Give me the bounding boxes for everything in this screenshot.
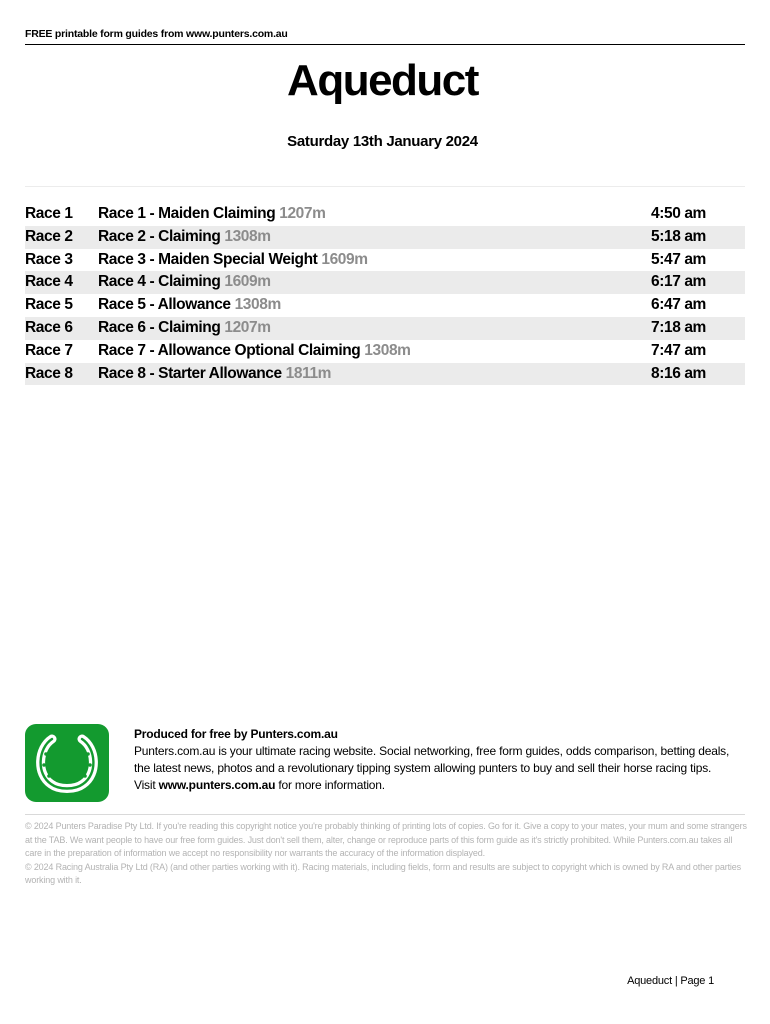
race-name — [98, 271, 271, 294]
race-distance: 1609m — [321, 250, 368, 268]
race-row — [25, 203, 745, 226]
race-row — [25, 249, 745, 272]
visit-line — [134, 777, 746, 794]
race-row — [25, 340, 745, 363]
race-time: 6:47 am — [651, 296, 706, 314]
race-number: Race 8 — [25, 364, 73, 382]
race-list — [25, 203, 745, 385]
copyright-racing-australia: © 2024 Racing Australia Pty Ltd (RA) (and other parties working with it). Racing materials, including fields, form and results are subject to copyright which is owned by RA and other parties working with it. — [25, 861, 741, 886]
race-row — [25, 271, 745, 294]
page-footer: Aqueduct | Page 1 — [627, 975, 714, 987]
race-distance: 1811m — [285, 364, 332, 382]
race-name — [98, 317, 271, 340]
race-number: Race 3 — [25, 250, 73, 268]
race-title: Race 3 - Maiden Special Weight — [98, 250, 318, 268]
visit-prefix: Visit — [134, 778, 159, 792]
produced-by-section — [134, 726, 746, 794]
race-distance: 1207m — [224, 318, 271, 336]
produced-description: Punters.com.au is your ultimate racing website. Social networking, free form guides, odds comparison, betting deals, the latest news, photos and a revolutionary tipping system allowing punters to buy and sell their horse racing tips. — [134, 744, 730, 775]
race-title: Race 4 - Claiming — [98, 273, 221, 291]
header-divider — [25, 44, 745, 45]
produced-heading: Produced for free by Punters.com.au — [134, 727, 338, 741]
visit-suffix: for more information. — [275, 778, 385, 792]
race-row — [25, 317, 745, 340]
race-number: Race 7 — [25, 341, 73, 359]
race-distance: 1308m — [364, 341, 411, 359]
race-time: 7:47 am — [651, 341, 706, 359]
race-name — [98, 203, 326, 226]
date-divider — [25, 186, 745, 187]
page-title: Aqueduct — [287, 56, 478, 105]
race-title: Race 5 - Allowance — [98, 296, 231, 314]
race-distance: 1609m — [224, 273, 271, 291]
race-number: Race 1 — [25, 205, 73, 222]
header-tagline: FREE printable form guides from www.punters.com.au — [25, 28, 288, 40]
race-title: Race 7 - Allowance Optional Claiming — [98, 341, 361, 359]
race-time: 5:47 am — [651, 250, 706, 268]
race-number: Race 4 — [25, 273, 73, 291]
race-distance: 1207m — [279, 205, 326, 222]
meeting-date: Saturday 13th January 2024 — [287, 133, 478, 150]
punters-logo — [25, 724, 109, 802]
copyright-notice — [25, 820, 747, 888]
race-name — [98, 226, 271, 249]
race-time: 5:18 am — [651, 227, 706, 245]
race-title: Race 1 - Maiden Claiming — [98, 205, 276, 222]
race-time: 6:17 am — [651, 273, 706, 291]
race-time: 4:50 am — [651, 205, 706, 222]
race-row — [25, 363, 745, 386]
race-name — [98, 294, 281, 317]
race-row — [25, 226, 745, 249]
race-name — [98, 340, 411, 363]
race-number: Race 6 — [25, 318, 73, 336]
footer-divider — [25, 814, 745, 815]
race-distance: 1308m — [234, 296, 281, 314]
race-row — [25, 294, 745, 317]
race-title: Race 6 - Claiming — [98, 318, 221, 336]
race-title: Race 2 - Claiming — [98, 227, 221, 245]
race-name — [98, 249, 368, 272]
race-distance: 1308m — [224, 227, 271, 245]
race-number: Race 5 — [25, 296, 73, 314]
copyright-punters: © 2024 Punters Paradise Pty Ltd. If you're reading this copyright notice you're probably thinking of printing lots of copies. Go for it. Give a copy to your mates, your mum and some strangers at the TAB. We want people to have our free form guides. Just don't sell them, alter, change or reproduce parts of this form guide as it's strictly prohibited. While Punters.com.au takes all care in the preparation of information we accept no responsibility nor warrants the accuracy of the information displayed. — [25, 821, 747, 859]
horseshoe-icon — [25, 724, 109, 802]
race-number: Race 2 — [25, 227, 73, 245]
punters-link[interactable]: www.punters.com.au — [158, 778, 276, 792]
race-title: Race 8 - Starter Allowance — [98, 364, 282, 382]
race-time: 7:18 am — [651, 318, 706, 336]
race-name — [98, 363, 331, 386]
race-time: 8:16 am — [651, 364, 706, 382]
